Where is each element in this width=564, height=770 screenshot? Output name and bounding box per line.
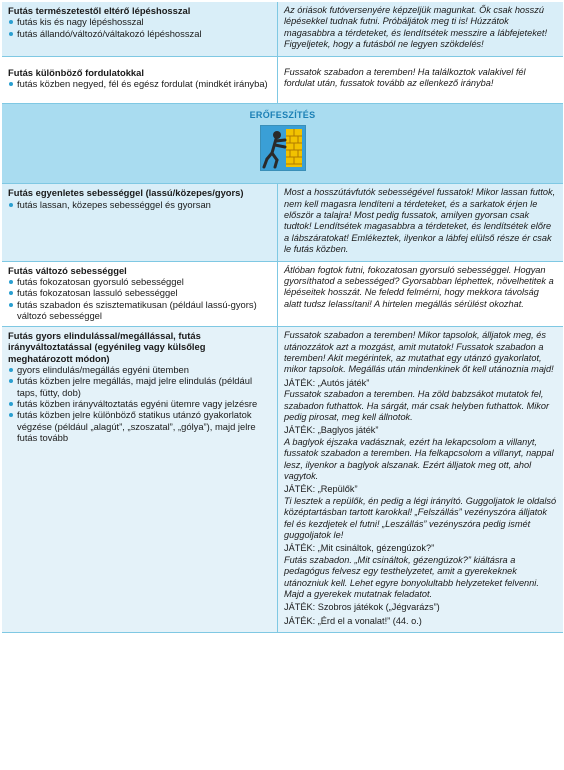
instruction-cell xyxy=(278,261,564,326)
list-item: futás közben negyed, fél és egész fordulat (mindkét irányba) xyxy=(8,78,271,89)
table-row xyxy=(2,327,563,633)
list-item: futás kis és nagy lépéshosszal xyxy=(8,16,271,27)
game-text: Futás szabadon. „Mit csináltok, gézengúzok?” kiáltásra a pedagógus felvesz egy testhelyzetet, amit a gyerekeknek utánozniuk kell. Lehet egyre bonyolultabb helyzeteket felvenni. Majd a gyerekek mutatnak feladatot. xyxy=(284,554,539,600)
table-row xyxy=(2,184,563,261)
activity-list xyxy=(8,364,271,443)
list-item: futás közben jelre különböző statikus utánzó gyakorlatok végzése (például „alagút”, „szoszatal”, „gólya”), majd jelre futás tovább xyxy=(8,409,271,443)
instruction-cell xyxy=(278,2,564,56)
instruction-cell xyxy=(278,327,564,633)
activity-title: Futás gyors elindulással/megállással, futás irányváltoztatással (egyénileg vagy külsőleg meghatározott módon) xyxy=(8,330,206,364)
game-block xyxy=(284,602,557,613)
game-title: JÁTÉK: „Autós játék” xyxy=(284,377,370,388)
instruction-text: Átlóban fogtok futni, fokozatosan gyorsuló sebességgel. Hogyan gyorsíthatod a sebességed? Gyorsabban léphettek, növelhetitek a lépéseitek hosszát. Ne feledd felmérni, hogy mekkora távolság alatt tudsz lelassítani! A hirtelen megállás sérülést okozhat. xyxy=(284,264,554,309)
game-block xyxy=(284,378,557,424)
instruction-text: Fussatok szabadon a teremben! Mikor tapsolok, álljatok meg, és utánozzátok azt a mozgást, amit mutatok! Fussatok szabadon a teremben! Akit megérintek, az mutathat egy utánzó gyakorlatot, mikor tapsolok. Megállás után mindenkinek őt kell utánoznia majd! xyxy=(284,330,554,375)
instruction-text: Most a hosszútávfutók sebességével fussatok! Mikor lassan futtok, nem kell magasra lendíteni a térdeteket, és a sarkatok érjen le először a talajra! Most pedig fussatok, amilyen gyorsan csak tudtok! Lendítsétek magasabbra a térdeteket, és lendítsétek előre a lábszáratokat! Emlékeztek, ilyenkor a lábfej elülső része ér csak le futás közben. xyxy=(284,187,556,255)
figure-pushing-wall-icon xyxy=(260,125,306,171)
list-item: futás szabadon és szisztematikusan (például lassú-gyors) változó sebességgel xyxy=(8,299,271,322)
section-title: ERŐFESZÍTÉS xyxy=(249,110,316,121)
section-header xyxy=(2,104,563,184)
game-text: Fussatok szabadon a teremben. Ha zöld babzsákot mutatok fel, szabadon futhattok. Ha sárgát, már csak helyben futhattok. Mikor pedig pirosat, meg kell állnotok. xyxy=(284,389,550,422)
activity-cell xyxy=(2,56,278,104)
table-row xyxy=(2,2,563,56)
activity-cell xyxy=(2,327,278,633)
activity-title: Futás különböző fordulatokkal xyxy=(8,66,144,78)
activity-cell xyxy=(2,184,278,261)
table-row xyxy=(2,261,563,326)
game-title: JÁTÉK: „Mit csináltok, gézengúzok?” xyxy=(284,543,435,554)
activity-cell xyxy=(2,2,278,56)
list-item: futás közben irányváltoztatás egyéni ütemre vagy jelzésre xyxy=(8,398,271,409)
activity-title: Futás változó sebességgel xyxy=(8,264,127,276)
activity-list xyxy=(8,199,271,210)
game-title: JÁTÉK: „Baglyos játék” xyxy=(284,425,379,436)
game-title: JÁTÉK: „Érd el a vonalat!” (44. o.) xyxy=(284,615,422,626)
activity-list xyxy=(8,276,271,321)
instruction-text: Az óriások futóversenyére képzeljük magunkat. Ők csak hosszú lépésekkel tudnak futni. Próbáljátok meg ti is! Húzzátok magasabbra a térdeteket, és lendítsétek messzire a lábfejeteket! Figyeljetek, hogy a futásból ne legyen szökdelés! xyxy=(284,5,548,50)
activity-list xyxy=(8,16,271,39)
table-row xyxy=(2,56,563,104)
game-title: JÁTÉK: Szobros játékok („Jégvarázs”) xyxy=(284,602,440,613)
game-text: Ti lesztek a repülők, én pedig a légi irányító. Guggoljatok le oldalsó középtartásban tartott karokkal! „Felszállás” vezényszóra álljatok fel és kezdjetek el futni! „Leszállás” vezényszóra pedig ismét guggoljatok le! xyxy=(284,495,557,541)
section-header-row xyxy=(2,104,563,184)
list-item: futás lassan, közepes sebességgel és gyorsan xyxy=(8,199,271,210)
activity-title: Futás egyenletes sebességgel (lassú/közepes/gyors) xyxy=(8,187,244,199)
game-text: A baglyok éjszaka vadásznak, ezért ha lekapcsolom a villanyt, fussatok szabadon a teremben. Ha felkapcsolom a villanyt, nappal lesz, ilyenkor a baglyok alszanak. Ezért álljatok meg ott, ahol vagytok. xyxy=(284,436,554,482)
list-item: futás állandó/változó/váltakozó lépéshosszal xyxy=(8,28,271,39)
game-block xyxy=(284,425,557,482)
list-item: futás közben jelre megállás, majd jelre elindulás (például taps, fütty, dob) xyxy=(8,375,271,398)
instruction-cell xyxy=(278,56,564,104)
instruction-text: Fussatok szabadon a teremben! Ha találkoztok valakivel fél fordulat után, fussatok tovább az ellenkező irányba! xyxy=(284,66,526,89)
activity-cell xyxy=(2,261,278,326)
instruction-cell xyxy=(278,184,564,261)
game-block xyxy=(284,484,557,541)
activity-table xyxy=(2,2,563,633)
game-block xyxy=(284,543,557,600)
game-title: JÁTÉK: „Repülők” xyxy=(284,484,358,495)
list-item: futás fokozatosan lassuló sebességgel xyxy=(8,287,271,298)
game-block xyxy=(284,616,557,627)
activity-list xyxy=(8,78,271,89)
list-item: gyors elindulás/megállás egyéni ütemben xyxy=(8,364,271,375)
activity-title: Futás természetestől eltérő lépéshosszal xyxy=(8,5,191,16)
list-item: futás fokozatosan gyorsuló sebességgel xyxy=(8,276,271,287)
